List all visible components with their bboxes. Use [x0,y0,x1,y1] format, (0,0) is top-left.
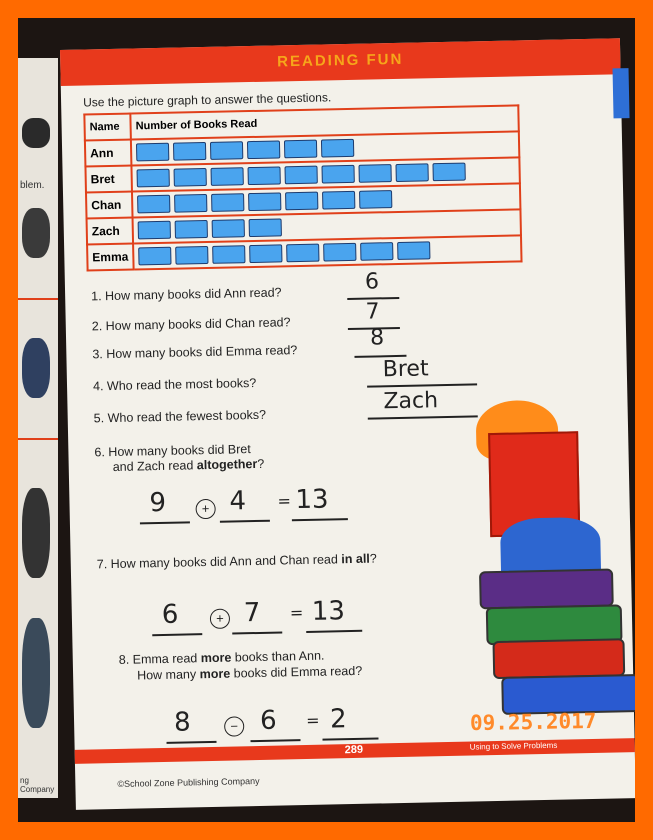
instructions: Use the picture graph to answer the questions. [82,90,332,110]
ladybug-illustration [22,118,50,148]
divider [18,438,58,440]
page-tab [613,68,630,118]
picture-graph [83,104,522,271]
book-icon [212,219,245,238]
book-icon [285,192,318,211]
graph-row-name: Emma [87,244,134,271]
book-icon [137,195,170,214]
eq6-addend-a: 9 [149,487,167,519]
answer-4: Bret [382,356,429,383]
book-icon [285,166,318,185]
page-number: 289 [344,743,364,757]
eq8-subtrahend: 6 [259,705,277,736]
beetle-illustration [22,338,50,398]
footer-title: Using to Solve Problems [469,740,558,752]
book-icon [322,191,355,210]
book-icon [247,140,280,159]
eq8-operator: − [224,716,244,736]
eq7-addend-a: 6 [161,599,179,630]
book-icon [249,244,282,263]
answer-line [292,518,348,521]
book-icon [432,162,465,181]
book-icon [323,243,356,262]
worksheet-page [60,38,635,810]
flies-illustration [22,618,50,728]
book-icon [175,246,208,265]
question-6-line-1: 6. How many books did Bret [94,442,251,460]
divider [18,298,58,300]
answer-line [232,631,282,634]
answer-2: 7 [365,299,380,325]
book-stack-red [492,638,625,679]
left-page [18,58,58,798]
book-icon [138,247,171,266]
eq7-equals: = [289,603,304,623]
header-books: Number of Books Read [130,105,518,139]
question-7: 7. How many books did Ann and Chan read in all? [96,551,377,572]
book-icon [136,143,169,162]
left-page-text: blem. [20,180,45,191]
book-icon [395,163,428,182]
book-icon [248,192,281,211]
question-8-line-2: How many more books did Emma read? [136,663,363,683]
graph-row-name: Zach [87,218,134,245]
answer-3: 8 [369,325,385,351]
eq7-addend-b: 7 [243,597,261,629]
book-icon [397,241,430,260]
answer-line [140,521,190,524]
book-icon [210,141,243,160]
book-icon [359,190,392,209]
answer-line [368,415,478,419]
question-5: 5. Who read the fewest books? [93,407,267,426]
eq6-equals: = [277,491,292,511]
answer-line [152,633,202,636]
book-icon [138,221,171,240]
book-icon [360,242,393,261]
question-8-line-1: 8. Emma read more books than Ann. [118,648,325,667]
answer-line [167,741,217,744]
question-6-line-2: and Zach read altogether? [112,456,265,474]
answer-line [250,739,300,742]
question-3: 3. How many books did Emma read? [92,343,298,362]
book-icon [175,220,208,239]
graph-row-name: Ann [85,140,132,167]
book-icon [211,167,244,186]
book-icon [322,165,355,184]
left-page-footer: ng Company [20,776,55,794]
book-icon [173,142,206,161]
graph-row-name: Bret [85,166,132,193]
book-icon [174,194,207,213]
eq6-operator: + [195,499,215,519]
photo-frame [18,18,635,822]
answer-line [220,520,270,523]
book-icon [249,218,282,237]
eq7-result: 13 [311,596,346,627]
header-name: Name [84,114,131,141]
book-icon [321,139,354,158]
ants-illustration [22,488,50,578]
question-2: 2. How many books did Chan read? [91,315,291,334]
date-stamp: 09.25.2017 [469,708,597,736]
copyright: ©School Zone Publishing Company [117,775,260,789]
eq7-operator: + [210,609,230,629]
book-icon [358,164,391,183]
answer-5: Zach [383,388,439,415]
eq6-addend-b: 4 [229,486,247,517]
banner-title: READING FUN [277,50,404,71]
eq6-result: 13 [295,484,329,516]
book-icon [284,140,317,159]
book-icon [212,245,245,264]
question-4: 4. Who read the most books? [92,375,257,394]
book-icon [286,243,319,262]
question-1: 1. How many books did Ann read? [91,285,282,304]
ant-illustration [22,208,50,258]
eq8-equals: = [305,710,320,730]
book-icon [211,193,244,212]
book-icon [174,168,207,187]
book-stack-purple [479,569,614,610]
answer-line [322,737,378,740]
book-icon [248,166,281,185]
eq8-result: 2 [329,704,347,735]
book-icon [137,169,170,188]
answer-1: 6 [364,269,380,295]
answer-line [367,383,477,387]
answer-line [306,630,362,633]
graph-row-name: Chan [86,192,133,219]
eq8-minuend: 8 [173,707,191,738]
